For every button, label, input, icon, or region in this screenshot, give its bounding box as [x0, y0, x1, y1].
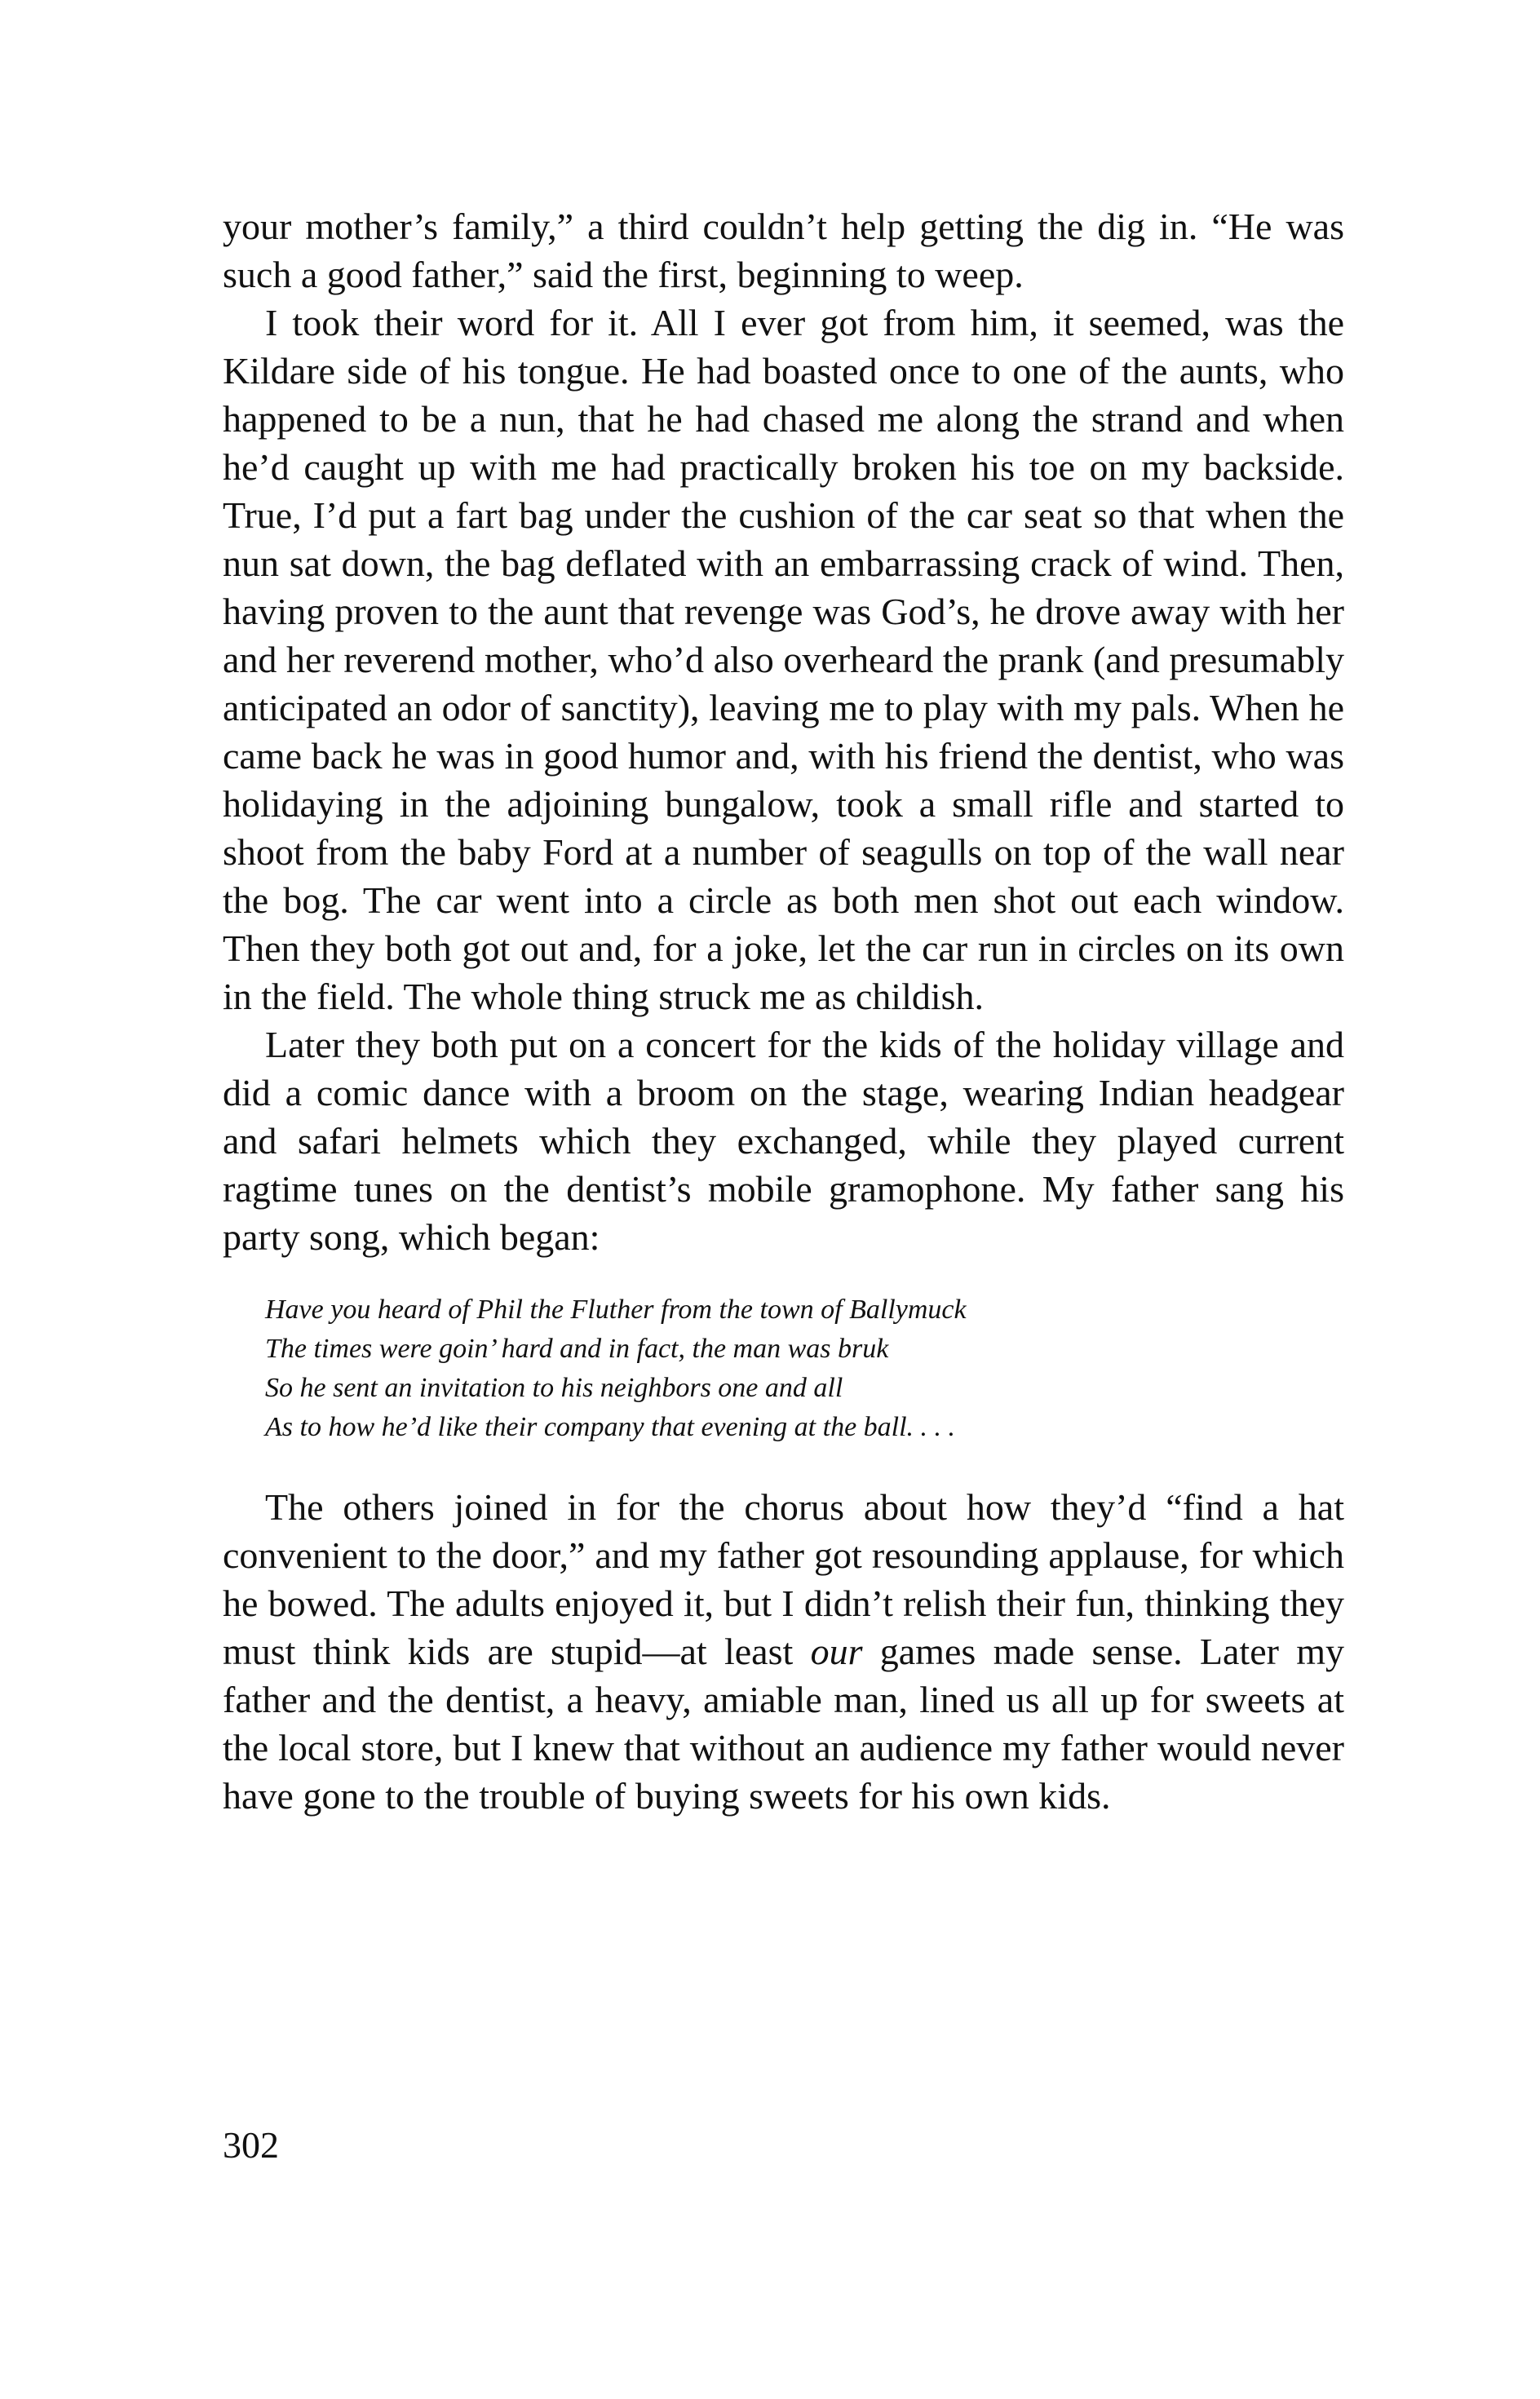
song-line-3: So he sent an invitation to his neighbors one and all: [265, 1373, 843, 1403]
body-text: [223, 202, 1344, 1820]
song-line-1: Have you heard of Phil the Fluther from the town of Ballymuck: [265, 1295, 967, 1325]
paragraph-2: I took their word for it. All I ever got from him, it seemed, was the Kildare side of his tongue. He had boasted once to one of the aunts, who happened to be a nun, that he had chased me along the strand and when he’d caught up with me had practically broken his toe on my backside. True, I’d put a fart bag under the cushion of the car seat so that when the nun sat down, the bag deflated with an embarrassing crack of wind. Then, having proven to the aunt that revenge was God’s, he drove away with her and her reverend mother, who’d also overheard the prank (and presumably anticipated an odor of sanctity), leaving me to play with my pals. When he came back he was in good humor and, with his friend the dentist, who was holidaying in the adjoining bungalow, took a small rifle and started to shoot from the baby Ford at a number of seagulls on top of the wall near the bog. The car went into a circle as both men shot out each window. Then they both got out and, for a joke, let the car run in circles on its own in the field. The whole thing struck me as childish.: [223, 302, 1344, 1017]
paragraph-4-end: games made sense. Later my father and the dentist, a heavy, amiable man, lined us all up for sweets at the local store, but I knew that without an audience my father would never have gone to the trouble of buying sweets for his own kids.: [223, 1631, 1345, 1817]
page-number: 302: [223, 2124, 279, 2166]
paragraph-3: Later they both put on a concert for the kids of the holiday village and did a comic dance with a broom on the stage, wearing Indian headgear and safari helmets which they exchanged, while they played current ragtime tunes on the dentist’s mobile gramophone. My father sang his party song, which began:: [223, 1024, 1344, 1258]
song-excerpt: [265, 1290, 1344, 1447]
paragraph-1: your mother’s family,” a third couldn’t help getting the dig in. “He was such a good father,” said the first, beginning to weep.: [223, 206, 1344, 295]
paragraph-4-start: The others joined in for the chorus about how they’d “find a hat convenient to the door,” and my father got resounding applause, for which he bowed. The adults enjoyed it, but I didn’t relish their fun, thinking they must think kids are stupid—at least: [223, 1486, 1344, 1672]
paragraph-4: [223, 1483, 1344, 1820]
song-line-4: As to how he’d like their company that evening at the ball. . . .: [265, 1412, 956, 1442]
song-line-2: The times were goin’ hard and in fact, the man was bruk: [265, 1334, 889, 1364]
emphasis-our: our: [810, 1631, 863, 1672]
